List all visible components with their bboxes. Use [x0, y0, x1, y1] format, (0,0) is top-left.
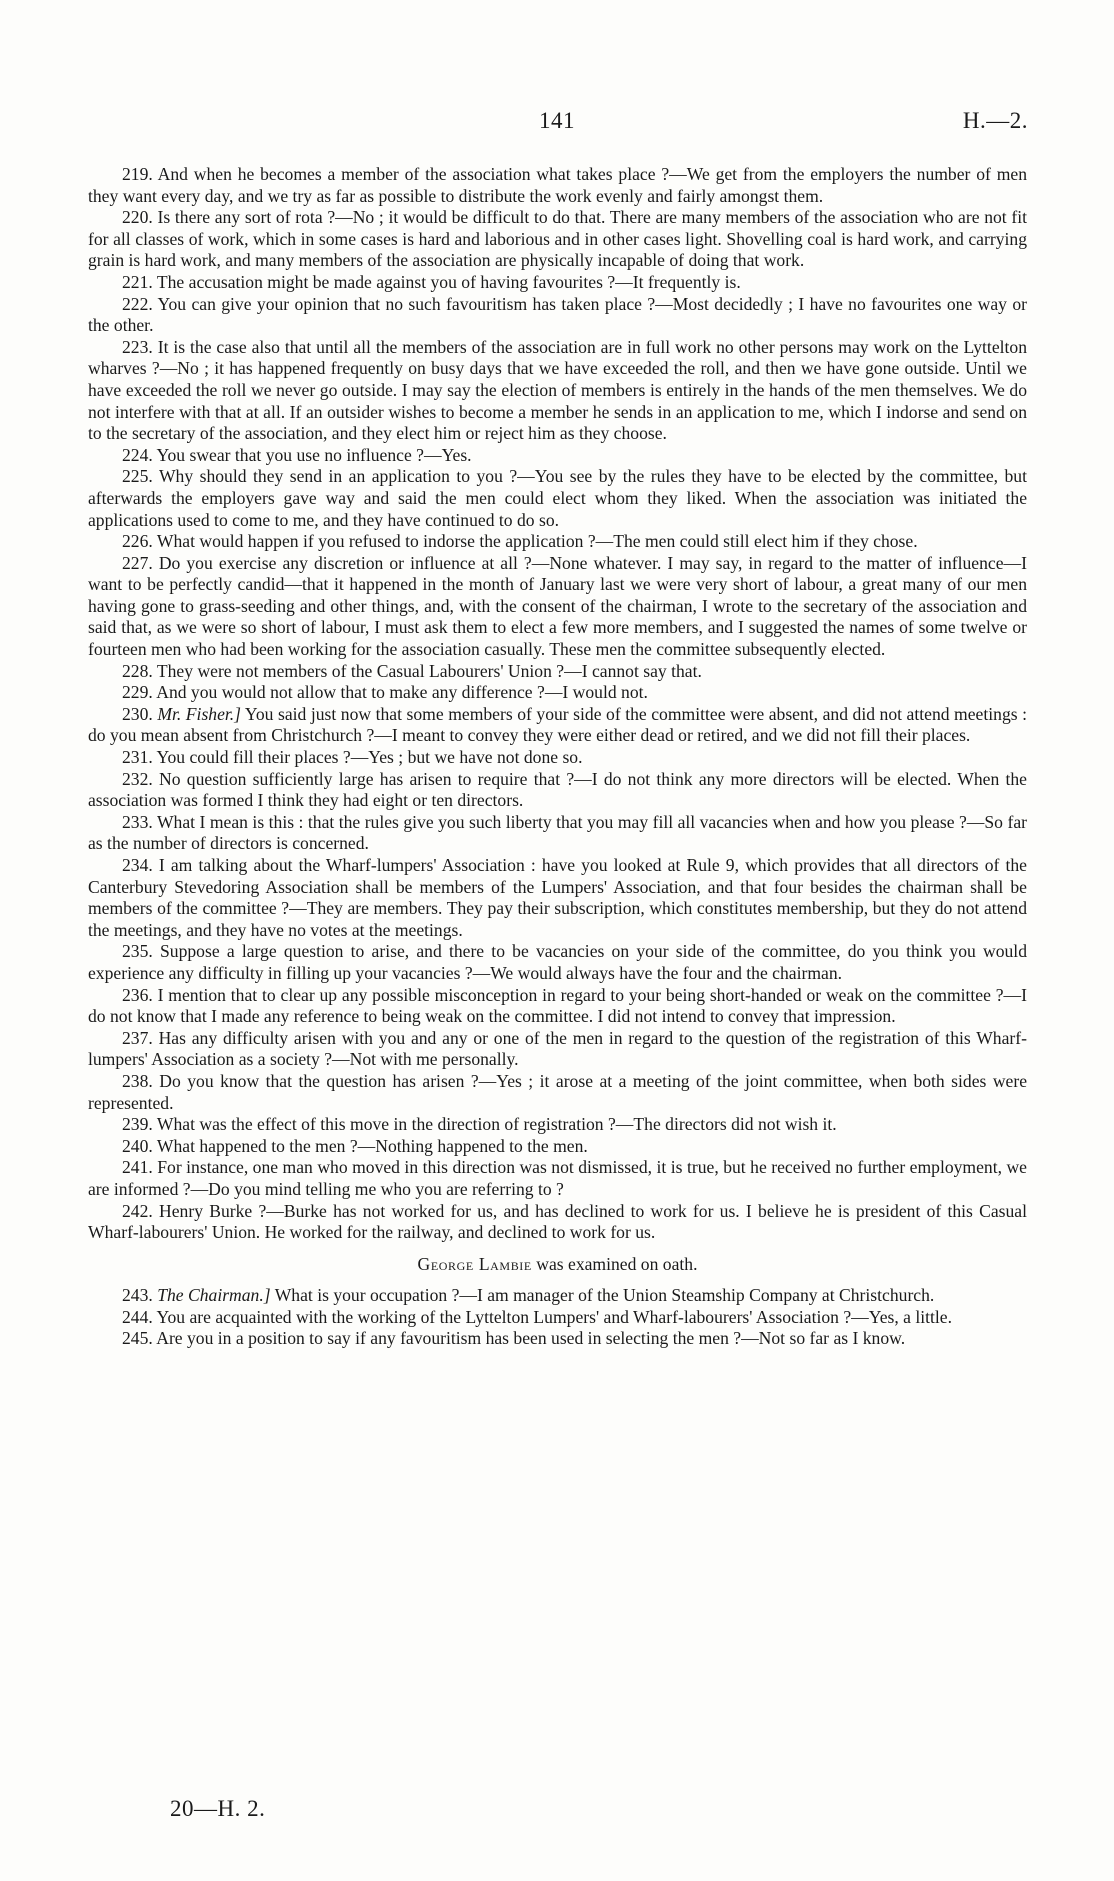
- question-paragraph: [88, 1307, 1027, 1329]
- speaker-name: The Chairman.]: [157, 1285, 271, 1306]
- question-paragraph: [88, 1114, 1027, 1136]
- question-paragraph: [88, 531, 1027, 553]
- question-text: It is the case also that until all the members of the association are in full work no other persons may work on the Lyttelton wharves ?—No ; it has happened frequently on busy days that we have exceeded the roll, and then we have gone outside. Until we have exceeded the roll we never go outside. I may say the election of members is entirely in the hands of the men themselves. We do not interfere with that at all. If an outsider wishes to become a member he sends in an application to me, which I indorse and send on to the secretary of the association, and they elect him or reject him as they choose.: [88, 336, 1028, 444]
- question-number: 244.: [122, 1306, 153, 1327]
- question-text: You said just now that some members of your side of the committee were absent, and did not attend meetings : do you mean absent from Christchurch ?—I meant to convey they were either dead or retired, and we did not fill their places.: [88, 703, 1027, 746]
- question-text: And you would not allow that to make any difference ?—I would not.: [156, 682, 648, 703]
- question-number: 219.: [122, 164, 153, 184]
- question-number: 243.: [122, 1285, 153, 1306]
- question-number: 225.: [122, 466, 153, 487]
- question-paragraph: [88, 207, 1027, 272]
- question-text: They were not members of the Casual Labourers' Union ?—I cannot say that.: [156, 660, 702, 681]
- question-text: What was the effect of this move in the direction of registration ?—The directors did not wish it.: [156, 1114, 837, 1135]
- question-number: 241.: [122, 1157, 153, 1178]
- document-reference: H.—2.: [962, 108, 1028, 133]
- question-number: 222.: [122, 293, 153, 314]
- question-number: 226.: [122, 531, 153, 552]
- question-paragraph: [88, 164, 1027, 207]
- question-number: 236.: [122, 984, 153, 1005]
- question-paragraph: [88, 747, 1027, 769]
- question-paragraph: [88, 812, 1027, 855]
- question-text: What I mean is this : that the rules give you such liberty that you may fill all vacancies when and how you please ?—So far as the number of directors is concerned.: [88, 811, 1027, 854]
- question-paragraph: [88, 769, 1027, 812]
- question-number: 223.: [122, 336, 153, 357]
- question-number: 220.: [122, 207, 153, 228]
- question-number: 227.: [122, 552, 153, 573]
- question-paragraph: [88, 661, 1027, 683]
- question-number: 230.: [122, 703, 153, 724]
- question-number: 229.: [122, 682, 153, 703]
- question-number: 231.: [122, 747, 153, 768]
- question-paragraph: [88, 1028, 1027, 1071]
- question-paragraph: [88, 294, 1027, 337]
- question-text: The accusation might be made against you of having favourites ?—It frequently is.: [156, 271, 741, 292]
- question-text: Suppose a large question to arise, and there to be vacancies on your side of the committee, do you think you would experience any difficulty in filling up your vacancies ?—We would always have the four and the chairman.: [88, 941, 1027, 983]
- witness-heading: [88, 1254, 1027, 1276]
- question-paragraph: [88, 985, 1027, 1028]
- question-number: 238.: [122, 1070, 153, 1091]
- question-paragraph: [88, 466, 1027, 531]
- question-text: You are acquainted with the working of the Lyttelton Lumpers' and Wharf-labourers' Association ?—Yes, a little.: [156, 1306, 953, 1327]
- evidence-paragraphs: [88, 164, 1027, 1244]
- page-signature: 20—H. 2.: [170, 1796, 266, 1821]
- question-text: For instance, one man who moved in this direction was not dismissed, it is true, but he received no further employment, we are informed ?—Do you mind telling me who you are referring to ?: [88, 1157, 1027, 1199]
- witness-name: George Lambie: [417, 1253, 532, 1274]
- document-body: [88, 164, 1027, 1350]
- question-paragraph: [88, 1157, 1027, 1200]
- question-number: 234.: [122, 855, 153, 875]
- question-text: What is your occupation ?—I am manager of the Union Steamship Company at Christchurch.: [274, 1285, 935, 1306]
- question-number: 235.: [122, 941, 153, 962]
- question-text: No question sufficiently large has arisen to require that ?—I do not think any more directors will be elected. When the association was formed I think they had eight or ten directors.: [88, 768, 1027, 811]
- question-text: Has any difficulty arisen with you and any or one of the men in regard to the question of the registration of this Wharf-lumpers' Association as a society ?—Not with me personally.: [88, 1027, 1027, 1070]
- question-text: I am talking about the Wharf-lumpers' Association : have you looked at Rule 9, which provides that all directors of the Canterbury Stevedoring Association shall be members of the Lumpers' Association, and that four besides the chairman shall be members of the committee ?—They are members. They pay their subscription, which constitutes membership, but they do not attend the meetings, and they have no votes at the meetings.: [88, 855, 1027, 940]
- page-header: [0, 108, 1114, 140]
- question-number: 240.: [122, 1135, 153, 1156]
- question-text: Are you in a position to say if any favouritism has been used in selecting the men ?—Not so far as I know.: [156, 1328, 906, 1349]
- question-number: 221.: [122, 271, 153, 292]
- question-number: 232.: [122, 768, 153, 789]
- question-text: What happened to the men ?—Nothing happened to the men.: [156, 1135, 588, 1156]
- question-text: Do you know that the question has arisen ?—Yes ; it arose at a meeting of the joint committee, when both sides were represented.: [88, 1070, 1028, 1113]
- question-text: I mention that to clear up any possible misconception in regard to your being short-handed or weak on the committee ?—I do not know that I made any reference to being weak on the committee. I did not intend to convey that impression.: [88, 984, 1027, 1027]
- question-text: Is there any sort of rota ?—No ; it would be difficult to do that. There are many members of the association who are not fit for all classes of work, which in some cases is hard and laborious and in other cases light. Shovelling coal is hard work, and carrying grain is hard work, and many members of the association are physically incapable of doing that work.: [88, 207, 1027, 271]
- speaker-name: Mr. Fisher.]: [157, 703, 242, 724]
- question-text: Why should they send in an application to you ?—You see by the rules they have to be elected by the committee, but afterwards the employers gave way and said the men could elect whom they liked. When the association was initiated the applications used to come to me, and they have continued to do so.: [88, 466, 1027, 530]
- question-paragraph: [88, 1136, 1027, 1158]
- question-number: 224.: [122, 444, 153, 465]
- question-paragraph: [88, 704, 1027, 747]
- question-number: 242.: [122, 1200, 153, 1221]
- question-paragraph: [88, 1328, 1027, 1350]
- question-text: You swear that you use no influence ?—Yes.: [156, 444, 472, 465]
- witness-heading-suffix: was examined on oath.: [536, 1253, 698, 1274]
- page-number: 141: [539, 108, 575, 133]
- question-text: Henry Burke ?—Burke has not worked for us, and has declined to work for us. I believe he is president of this Casual Wharf-labourers' Union. He worked for the railway, and declined to work for us.: [88, 1200, 1027, 1243]
- question-paragraph: [88, 272, 1027, 294]
- question-text: And when he becomes a member of the association what takes place ?—We get from the employers the number of men they want every day, and we try as far as possible to distribute the work evenly and fairly amongst them.: [88, 164, 1027, 206]
- question-text: You could fill their places ?—Yes ; but we have not done so.: [156, 747, 583, 768]
- question-paragraph: [88, 337, 1027, 445]
- question-paragraph: [88, 1201, 1027, 1244]
- evidence-paragraphs-continued: [88, 1285, 1027, 1350]
- question-text: You can give your opinion that no such favouritism has taken place ?—Most decidedly ; I have no favourites one way or the other.: [88, 293, 1027, 336]
- question-paragraph: [88, 682, 1027, 704]
- question-number: 233.: [122, 811, 153, 832]
- question-number: 245.: [122, 1328, 153, 1349]
- question-number: 237.: [122, 1027, 153, 1048]
- question-text: Do you exercise any discretion or influence at all ?—None whatever. I may say, in regard to the matter of influence—I want to be perfectly candid—that it happened in the month of January last we were very short of labour, a great many of our men having gone to grass-seeding and other things, and, with the consent of the chairman, I wrote to the secretary of the association and said that, as we were so short of labour, I must ask them to elect a few more members, and I suggested the names of some twelve or fourteen men who had been working for the association casually. These men the committee subsequently elected.: [88, 552, 1027, 660]
- question-paragraph: [88, 553, 1027, 661]
- question-paragraph: [88, 1285, 1027, 1307]
- question-number: 239.: [122, 1114, 153, 1135]
- question-text: What would happen if you refused to indorse the application ?—The men could still elect him if they chose.: [156, 531, 918, 552]
- question-paragraph: [88, 1071, 1027, 1114]
- question-paragraph: [88, 855, 1027, 941]
- question-paragraph: [88, 445, 1027, 467]
- question-paragraph: [88, 941, 1027, 984]
- question-number: 228.: [122, 660, 153, 681]
